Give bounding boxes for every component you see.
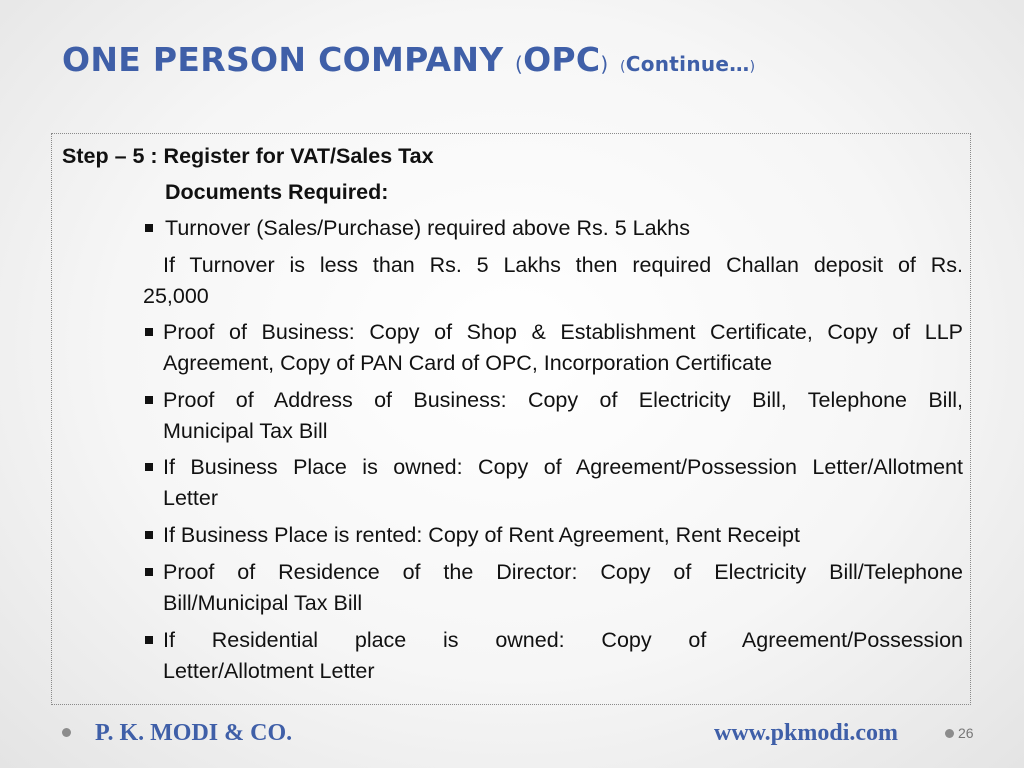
turnover-note-line1: If Turnover is less than Rs. 5 Lakhs then required Challan deposit of Rs. [163,253,963,277]
list-item-line1: If Business Place is owned: Copy of Agreement/Possession Letter/Allotment [163,455,963,479]
bullet-icon [145,636,153,644]
turnover-note-line2: 25,000 [143,284,209,308]
bullet-icon [145,328,153,336]
slide-title [62,40,755,79]
bullet-icon [145,568,153,576]
turnover-item: Turnover (Sales/Purchase) required above Rs. 5 Lakhs [165,216,691,240]
documents-heading: Documents Required: [165,180,389,204]
bullet-icon [145,531,153,539]
footer-dot-icon [62,728,71,737]
title-main: ONE PERSON COMPANY [62,40,504,79]
list-item-line2: Municipal Tax Bill [163,419,328,443]
title-sub-paren-close: ) [749,59,756,75]
title-paren-close: ) [600,52,609,76]
step-heading: Step – 5 : Register for VAT/Sales Tax [62,144,434,168]
list-item-line2: Letter/Allotment Letter [163,659,375,683]
list-item-line1: If Residential place is owned: Copy of Agreement/Possession [163,628,963,652]
footer-website[interactable]: www.pkmodi.com [714,720,899,746]
list-item-line1: Proof of Address of Business: Copy of Electricity Bill, Telephone Bill, [163,388,963,412]
list-item-line2: Bill/Municipal Tax Bill [163,591,363,615]
list-item-line1: If Business Place is rented: Copy of Rent Agreement, Rent Receipt [163,523,800,547]
title-paren-open: ( [514,52,524,76]
footer-dot-icon [945,729,954,738]
list-item-line2: Agreement, Copy of PAN Card of OPC, Incorporation Certificate [163,351,773,375]
bullet-icon [145,224,153,232]
bullet-icon [145,396,153,404]
list-item-line1: Proof of Business: Copy of Shop & Establishment Certificate, Copy of LLP [163,320,963,344]
bullet-icon [145,463,153,471]
page-number: 26 [958,725,974,741]
list-item-line1: Proof of Residence of the Director: Copy of Electricity Bill/Telephone [163,560,963,584]
title-sub-paren-open: ( [619,59,626,75]
title-subtitle: Continue… [625,52,750,76]
footer-company: P. K. MODI & CO. [95,720,293,746]
list-item-line2: Letter [163,486,218,510]
title-opc: OPC [523,40,601,79]
